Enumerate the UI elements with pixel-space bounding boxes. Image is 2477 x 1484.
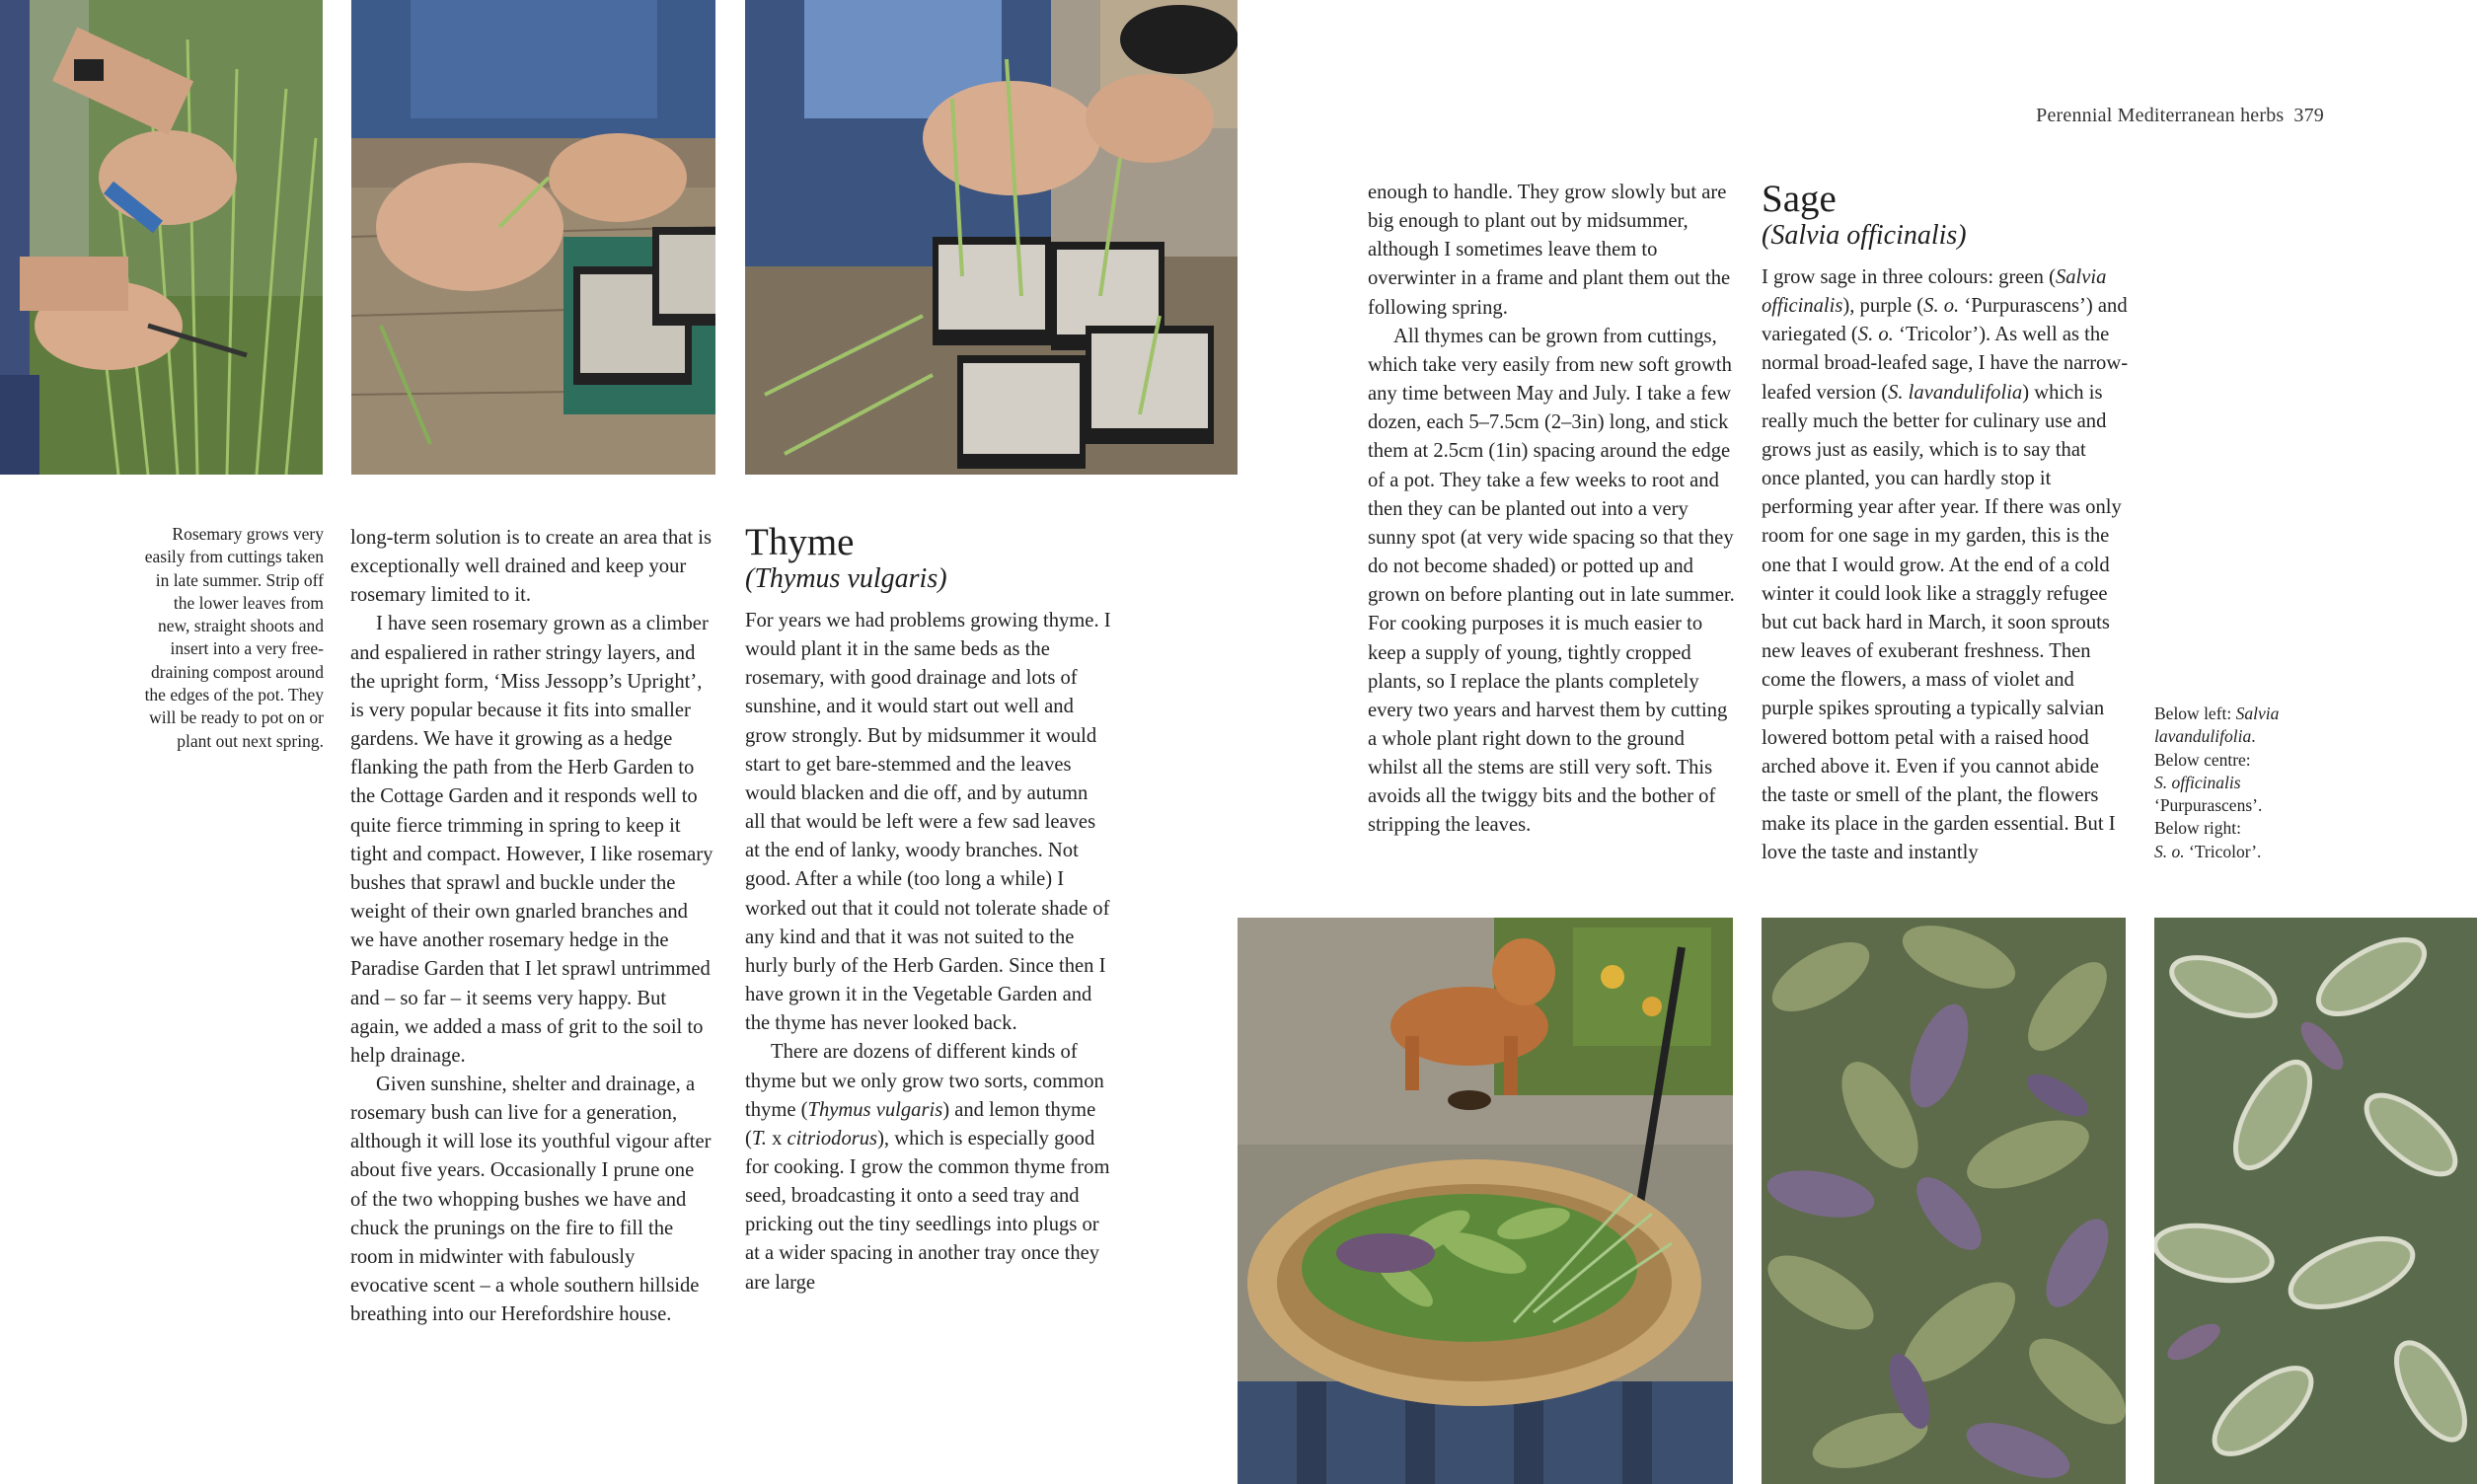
page-number: 379: [2293, 105, 2324, 126]
purple-sage-photo: [1762, 918, 2126, 1484]
rosemary-cutting-photo: [0, 0, 323, 475]
inserting-cuttings-photo: [351, 0, 715, 475]
paragraph: Given sunshine, shelter and drainage, a rosemary bush can live for a generation, although it will lose its youthful vigour after about five years. Occasionally I prune one of the two whopping bushes we have and chuck the prunings on the fire to fill the room in midwinter with fabulously evocative scent – a whole southern hillside breathing into our Herefordshire house.: [350, 1073, 712, 1326]
body-column-2: [745, 522, 1112, 1298]
thyme-latin-name: (Thymus vulgaris): [745, 563, 947, 594]
tricolor-sage-photo: [2154, 918, 2477, 1484]
potted-cuttings-photo: [745, 0, 1238, 475]
paragraph: All thymes can be grown from cuttings, which take very easily from new soft growth any time between May and July. I take a few dozen, each 5–7.5cm (2–3in) long, and stick them at 2.5cm (1in) spacing around the edge of a pot. They take a few weeks to root and then they can be planted out into a very sunny spot (at very wide spacing so that they do not become shaded) or potted up and grown on before planting out in late summer. For cooking purposes it is much easier to keep a supply of young, tightly cropped plants, so I replace the plants completely every two years and harvest them by cutting a whole plant right down to the ground whilst all the stems are still very soft. This avoids all the twiggy bits and the bother of stripping the leaves.: [1368, 325, 1735, 837]
paragraph: long-term solution is to create an area that is exceptionally well drained and keep your rosemary limited to it.: [350, 527, 712, 607]
paragraph: I grow sage in three colours: green (Salvia officinalis), purple (S. o. ‘Purpurascens’) and variegated (S. o. ‘Tricolor’). As well as the normal broad-leafed sage, I have the narrow-leafed version (S. lavandulifolia) which is really much the better for culinary use and grows just as easily, which is to say that once planted, you can hardly stop it performing year after year. If there was only room for one sage in my garden, this is the one that I would grow. At the end of a cold winter it could look like a straggly refugee but cut back hard in March, it soon sprouts new leaves of exuberant freshness. Then come the flowers, a mass of violet and purple spikes sprouting a typically salvian lowered bottom petal with a raised hood arched above it. Even if you cannot abide the taste or smell of the plant, the flowers make its place in the garden essential. But I love the taste and instantly: [1762, 266, 2129, 864]
running-header: [1776, 105, 2324, 127]
basket-and-dog-photo: [1238, 918, 1733, 1484]
running-title: Perennial Mediterranean herbs: [2036, 105, 2285, 126]
paragraph: There are dozens of different kinds of thyme but we only grow two sorts, common thyme (Thymus vulgaris) and lemon thyme (T. x citriodorus), which is especially good for cooking. I grow the common thyme from seed, broadcasting it onto a seed tray and pricking out the tiny seedlings into plugs or at a wider spacing in another tray once they are large: [745, 1041, 1110, 1294]
paragraph: enough to handle. They grow slowly but are big enough to plant out by midsummer, although I sometimes leave them to overwinter in a frame and plant them out the following spring.: [1368, 182, 1731, 319]
sage-heading: Sage: [1762, 178, 1837, 220]
paragraph: I have seen rosemary grown as a climber and espaliered in rather stringy layers, and the upright form, ‘Miss Jessopp’s Upright’, is very popular because it fits into smaller gardens. We have it growing as a hedge flanking the path from the Herb Garden to the Cottage Garden and it responds well to quite fierce trimming in spring to keep it tight and compact. However, I like rosemary bushes that sprawl and buckle under the weight of their own gnarled branches and we have another rosemary hedge in the Paradise Garden that I let sprawl untrimmed and – so far – it seems very happy. But again, we added a mass of grit to the soil to help drainage.: [350, 613, 713, 1067]
body-column-4: [1762, 179, 2129, 867]
sage-caption: Below left: Salvia lavandulifolia. Below centre: S. officinalis ‘Purpurascens’. Below right: S. o. ‘Tricolor’.: [2154, 704, 2280, 861]
thyme-heading: Thyme: [745, 521, 855, 563]
rosemary-caption: Rosemary grows very easily from cuttings taken in late summer. Strip off the lower leaves from new, straight shoots and insert into a very free-draining compost around the edges of the pot. They will be ready to pot on or plant out next spring.: [144, 524, 324, 751]
paragraph: For years we had problems growing thyme. I would plant it in the same beds as the rosemary, with good drainage and lots of sunshine, and it would start out well and grow strongly. But by midsummer it would start to get bare-stemmed and the leaves would blacken and die off, and by autumn all that would be left were a few sad leaves at the end of lanky, woody branches. Not good. After a while (too long a while) I worked out that it could not tolerate shade of any kind and that it was not suited to the hurly burly of the Herb Garden. Since then I have grown it in the Vegetable Garden and the thyme has never looked back.: [745, 610, 1111, 1035]
sage-latin-name: (Salvia officinalis): [1762, 220, 1967, 251]
body-column-1: [350, 524, 715, 1329]
body-column-3: [1368, 179, 1735, 841]
